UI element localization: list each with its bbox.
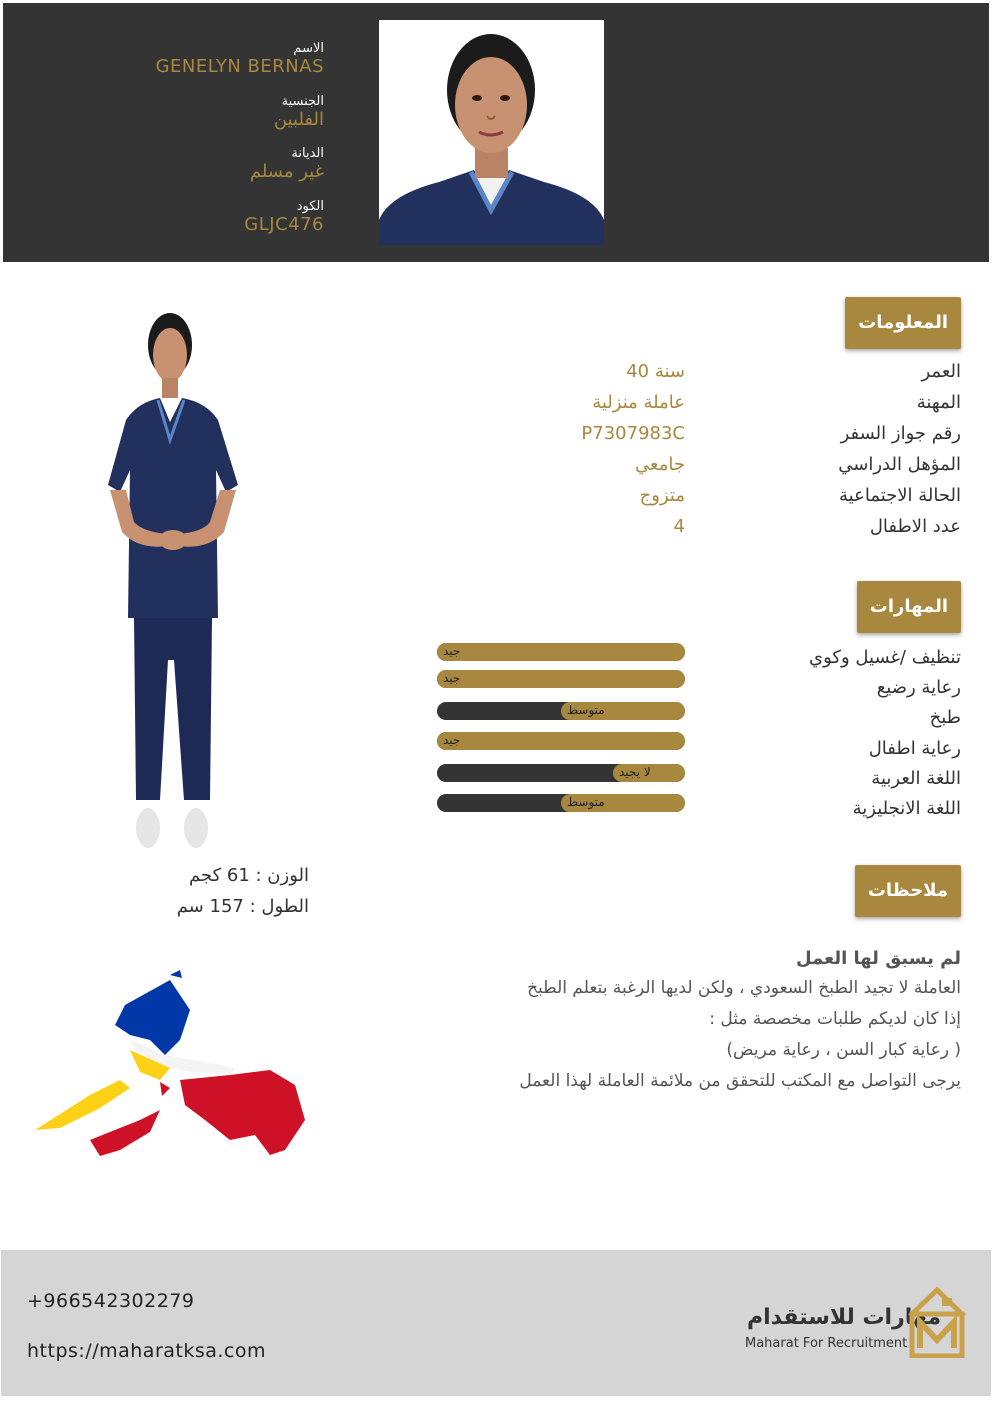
skill-bar (437, 794, 685, 812)
children-count-label: عدد الاطفال (869, 516, 961, 537)
note-line: يرجى التواصل مع المكتب للتحقق من ملائمة العاملة لهذا العمل (519, 1071, 961, 1091)
marital-status-value: متزوج (639, 485, 685, 506)
skill-bar (437, 702, 685, 720)
education-value: جامعي (635, 454, 685, 475)
full-body-photo (98, 300, 248, 855)
nationality-label: الجنسية (281, 94, 324, 109)
info-section-badge: المعلومات (845, 297, 961, 349)
children-count-value: 4 (673, 516, 685, 537)
logo-arabic-text: مهارات للاستقدام (747, 1305, 942, 1330)
skill-bar-fill (437, 732, 685, 750)
notes-block (421, 948, 961, 1097)
skill-label: طبخ (929, 707, 961, 728)
height-text: الطول : 157 سم (176, 896, 309, 917)
skill-label: اللغة العربية (871, 768, 961, 789)
age-value: 40 سنة (626, 361, 685, 382)
code-value: GLJC476 (244, 214, 324, 235)
skill-bar-fill (437, 670, 685, 688)
code-label: الكود (296, 199, 324, 214)
name-value: GENELYN BERNAS (155, 56, 324, 77)
skill-level: لا يجيد (619, 765, 651, 779)
skill-label: رعاية رضيع (876, 677, 961, 698)
note-line: إذا كان لديكم طلبات مخصصة مثل : (709, 1009, 961, 1029)
skill-bar (437, 643, 685, 661)
skill-label: اللغة الانجليزية (852, 798, 961, 819)
religion-label: الديانة (291, 146, 324, 161)
philippines-flag-map (30, 970, 315, 1180)
skill-label: رعاية اطفال (868, 738, 961, 759)
logo-english-text: Maharat For Recruitment (745, 1336, 908, 1351)
passport-value: P7307983C (581, 423, 685, 444)
weight-text: الوزن : 61 كجم (189, 865, 309, 886)
education-label: المؤهل الدراسي (838, 454, 961, 475)
skill-level: جيد (443, 671, 461, 685)
age-label: العمر (921, 361, 961, 382)
nationality-value: الفلبين (273, 109, 324, 130)
note-line: العاملة لا تجيد الطبخ السعودي ، ولكن لديها الرغبة بتعلم الطبخ (527, 978, 961, 998)
skill-bar (437, 670, 685, 688)
skill-level: جيد (443, 733, 461, 747)
skills-section-badge: المهارات (857, 581, 961, 633)
profession-label: المهنة (916, 392, 961, 413)
phone-number[interactable]: +966542302279 (27, 1290, 195, 1312)
maharat-logo-icon (906, 1286, 968, 1358)
note-line: ( رعاية كبار السن ، رعاية مريض) (726, 1040, 961, 1060)
marital-status-label: الحالة الاجتماعية (839, 485, 961, 506)
name-label: الاسم (293, 41, 324, 56)
profession-value: عاملة منزلية (592, 392, 685, 413)
footer (1, 1250, 991, 1396)
skill-level: متوسط (567, 703, 605, 717)
religion-value: غير مسلم (249, 161, 324, 182)
skill-bar-fill (437, 643, 685, 661)
skill-label: تنظيف /غسيل وكوي (809, 647, 961, 668)
website-link[interactable]: https://maharatksa.com (27, 1340, 267, 1362)
skill-bar (437, 732, 685, 750)
portrait-photo (379, 20, 604, 245)
notes-section-badge: ملاحظات (855, 865, 961, 917)
skill-bar (437, 764, 685, 782)
skill-level: جيد (443, 644, 461, 658)
passport-label: رقم جواز السفر (840, 423, 961, 444)
skill-level: متوسط (567, 795, 605, 809)
notes-heading: لم يسبق لها العمل (796, 948, 961, 969)
